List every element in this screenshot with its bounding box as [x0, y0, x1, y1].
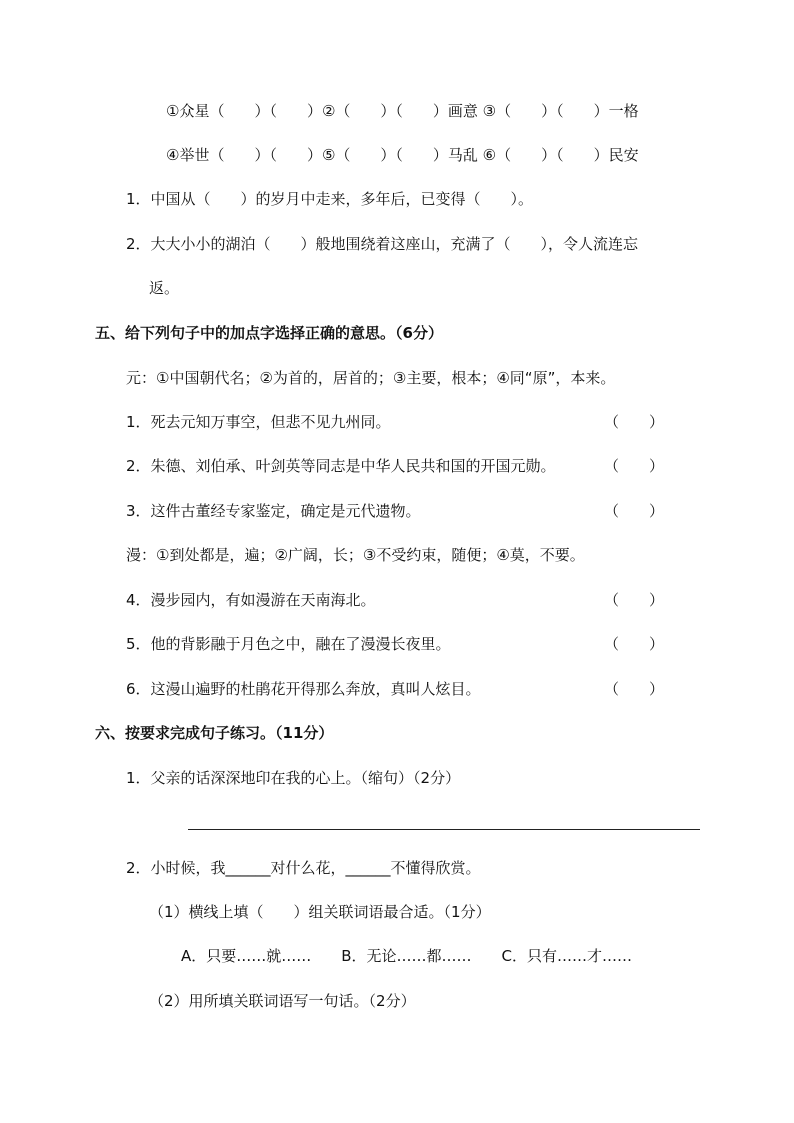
- idiom-row-2: ④举世（ ）（ ）⑤（ ）（ ）马乱 ⑥（ ）（ ）民安: [166, 146, 639, 164]
- man-definitions: 漫：①到处都是，遍；②广阔，长；③不受约束，随便；④莫，不要。: [126, 546, 585, 564]
- answer-paren-6[interactable]: （ ）: [604, 680, 665, 698]
- answer-paren-1[interactable]: （ ）: [604, 413, 665, 431]
- section-6-title: 六、按要求完成句子练习。（11分）: [95, 724, 334, 742]
- question-item-4: 4．漫步园内，有如漫游在天南海北。: [126, 591, 376, 609]
- answer-paren-3[interactable]: （ ）: [604, 502, 665, 520]
- question-item-2: 2．朱德、刘伯承、叶剑英等同志是中华人民共和国的开国元勋。: [126, 457, 556, 475]
- answer-paren-5[interactable]: （ ）: [604, 635, 665, 653]
- question-item-1: 1．死去元知万事空，但悲不见九州同。: [126, 413, 391, 431]
- answer-line[interactable]: [188, 829, 700, 830]
- question-item-6: 6．这漫山遍野的杜鹃花开得那么奔放，真叫人炫目。: [126, 680, 481, 698]
- answer-paren-4[interactable]: （ ）: [604, 591, 665, 609]
- section-5-title: 五、给下列句子中的加点字选择正确的意思。（6分）: [95, 324, 443, 342]
- sentence-q2-sub1: （1）横线上填（ ）组关联词语最合适。（1分）: [149, 903, 491, 921]
- fill-sentence-2: 2．大大小小的湖泊（ ）般地围绕着这座山，充满了（ ），令人流连忘: [126, 235, 639, 253]
- yuan-definitions: 元：①中国朝代名；②为首的，居首的；③主要，根本；④同“原”，本来。: [126, 369, 616, 387]
- question-item-3: 3．这件古董经专家鉴定，确定是元代遗物。: [126, 502, 421, 520]
- fill-sentence-1: 1．中国从（ ）的岁月中走来，多年后，已变得（ ）。: [126, 190, 534, 208]
- question-item-5: 5．他的背影融于月色之中，融在了漫漫长夜里。: [126, 635, 451, 653]
- answer-paren-2[interactable]: （ ）: [604, 457, 665, 475]
- idiom-row-1: ①众星（ ）（ ）②（ ）（ ）画意 ③（ ）（ ）一格: [166, 102, 639, 120]
- fill-sentence-2-continued: 返。: [149, 279, 180, 297]
- sentence-q2-sub2: （2）用所填关联词语写一句话。（2分）: [149, 992, 416, 1010]
- sentence-q2: 2．小时候，我______对什么花，______不懂得欣赏。: [126, 859, 481, 877]
- sentence-q1: 1．父亲的话深深地印在我的心上。（缩句）（2分）: [126, 769, 461, 787]
- sentence-q2-options: A．只要……就…… B．无论……都…… C．只有……才……: [181, 947, 633, 965]
